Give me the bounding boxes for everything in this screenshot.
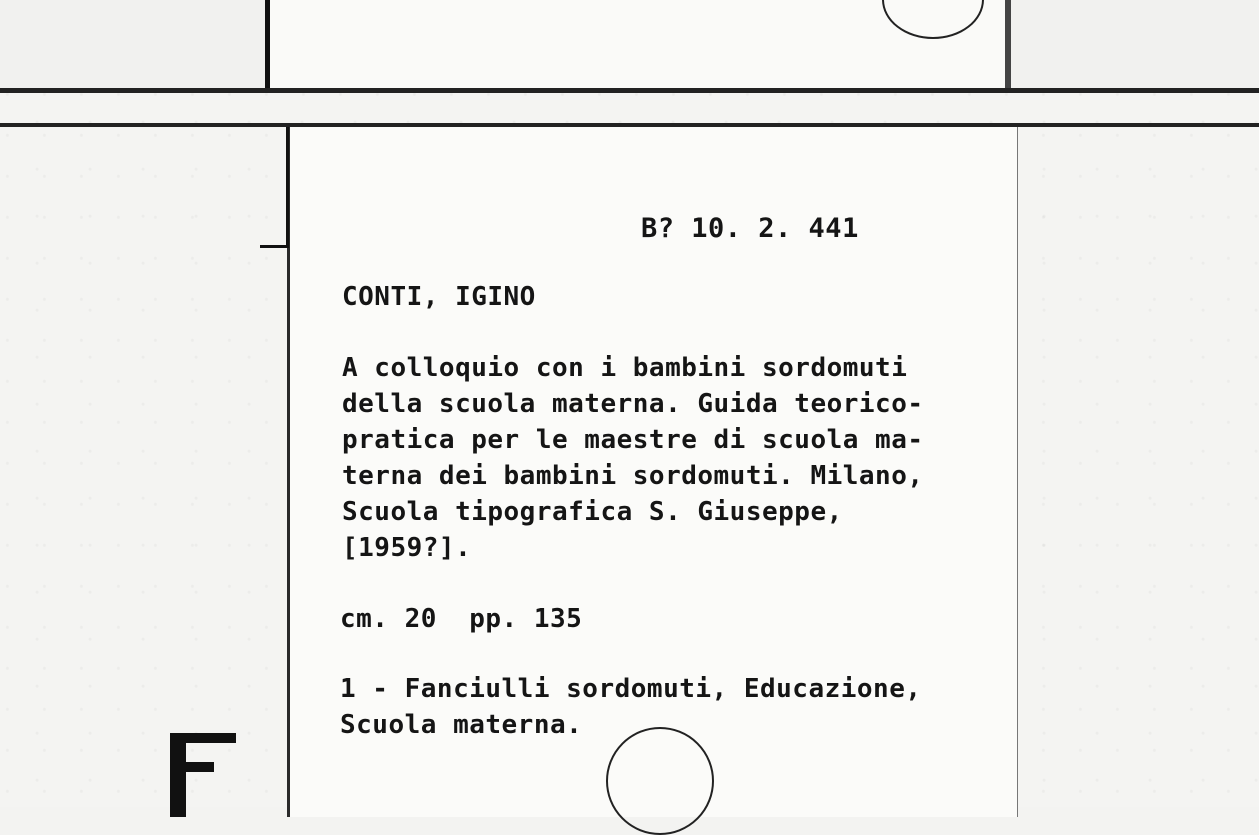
subject-line: 1 - Fanciulli sordomuti, Educazione, — [340, 674, 922, 704]
subject-line: Scuola materna. — [340, 710, 583, 740]
call-number: B? 10. 2. 441 — [641, 213, 859, 244]
title-line: della scuola materna. Guida teorico- — [342, 389, 924, 419]
title-line: terna dei bambini sordomuti. Milano, — [342, 461, 924, 491]
subject-block — [340, 671, 922, 743]
author-heading: CONTI, IGINO — [342, 282, 536, 312]
title-line: pratica per le maestre di scuola ma- — [342, 425, 924, 455]
physical-description: cm. 20 pp. 135 — [340, 604, 583, 634]
title-line: [1959?]. — [342, 533, 472, 563]
drawer-letter-mark-bar — [186, 762, 214, 772]
title-line: A colloquio con i bambini sordomuti — [342, 353, 908, 383]
card-tab — [260, 127, 289, 248]
previous-card-strip — [0, 0, 1259, 92]
drawer-letter-mark — [170, 733, 236, 817]
punch-hole-bottom — [606, 727, 714, 835]
punch-hole-top — [882, 0, 984, 39]
title-line: Scuola tipografica S. Giuseppe, — [342, 497, 843, 527]
title-block — [342, 350, 924, 566]
previous-card — [265, 0, 1011, 92]
card-divider-top — [0, 88, 1259, 93]
